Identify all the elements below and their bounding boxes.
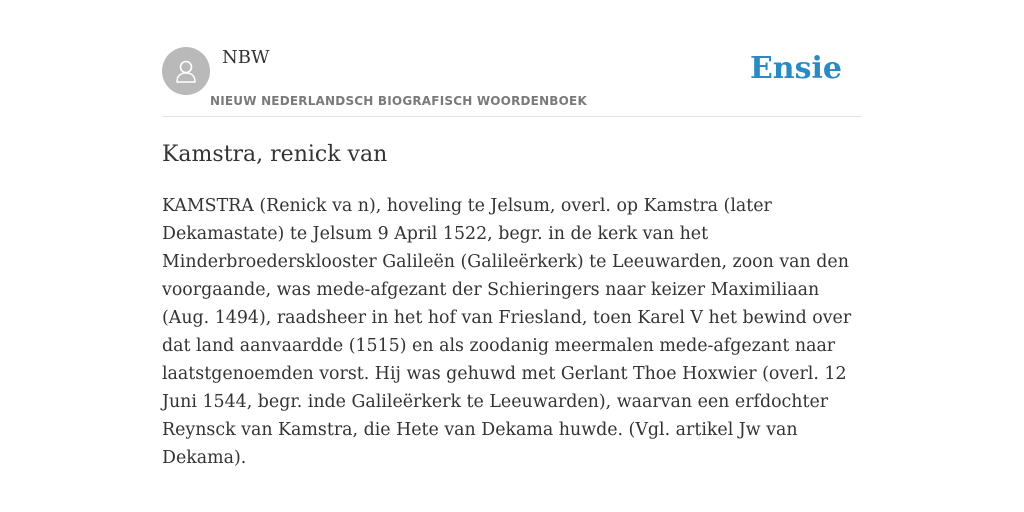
source-avatar[interactable] xyxy=(162,47,210,95)
source-full-name: NIEUW NEDERLANDSCH BIOGRAFISCH WOORDENBOEK xyxy=(210,94,587,108)
article-title: Kamstra, renick van xyxy=(162,142,388,167)
source-name[interactable]: NBW xyxy=(222,47,270,68)
article-body: KAMSTRA (Renick va n), hoveling te Jelsum, overl. op Kamstra (later Dekamastate) te Jelsum 9 April 1522, begr. in de kerk van het Minderbroedersklooster Galileën (Galileërkerk) te Leeuwarden, zoon van den voorgaande, was mede-afgezant der Schieringers naar keizer Maximiliaan (Aug. 1494), raadsheer in het hof van Friesland, toen Karel V het bewind over dat land aanvaardde (1515) en als zoodanig meermalen mede-afgezant naar laatstgenoemden vorst. Hij was gehuwd met Gerlant Thoe Hoxwier (overl. 12 Juni 1544, begr. inde Galileërkerk te Leeuwarden), waarvan een erfdochter Reynsck van Kamstra, die Hete van Dekama huwde. (Vgl. artikel Jw van Dekama). xyxy=(162,196,852,468)
brand-logo[interactable]: Ensie xyxy=(749,51,842,86)
source-header xyxy=(162,40,862,117)
user-icon xyxy=(172,57,200,85)
